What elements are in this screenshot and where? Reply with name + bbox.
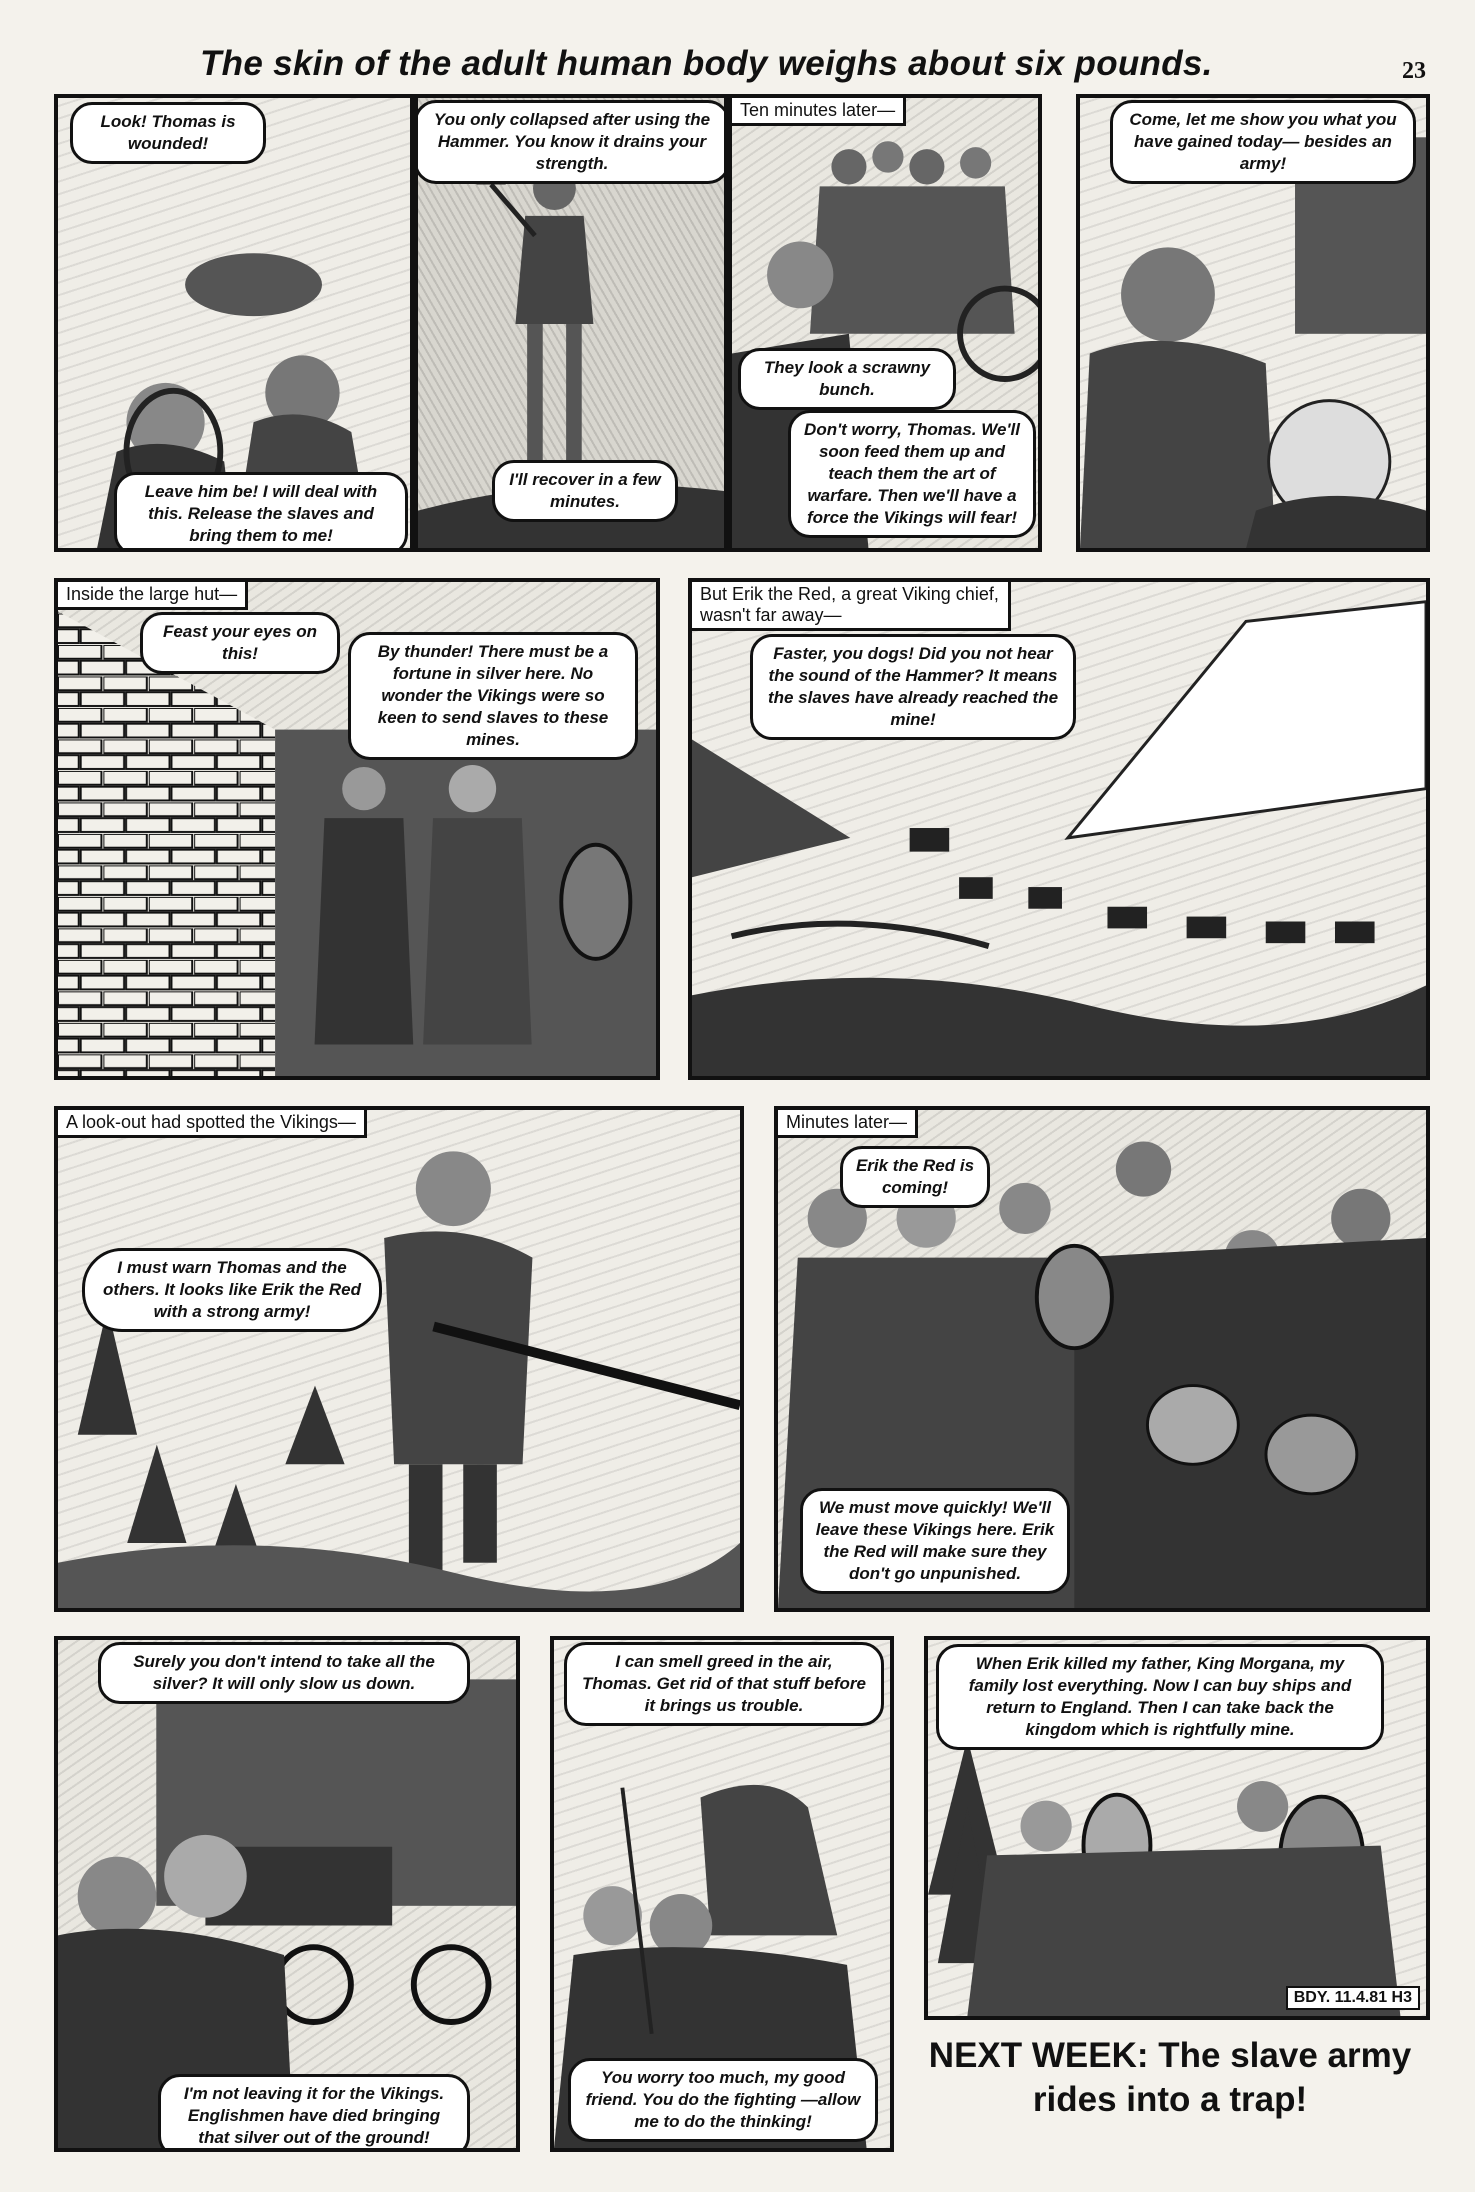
narration-caption: Minutes later— [778, 1110, 918, 1138]
speech-bubble: Faster, you dogs! Did you not hear the sound of the Hammer? It means the slaves have already reached the mine! [750, 634, 1076, 740]
speech-bubble: Surely you don't intend to take all the silver? It will only slow us down. [98, 1642, 470, 1704]
panel-10 [550, 1636, 894, 2152]
speech-bubble: Don't worry, Thomas. We'll soon feed them up and teach them the art of warfare. Then we'll have a force the Vikings will fear! [788, 410, 1036, 538]
next-week-text: The slave army rides into a trap! [1032, 2036, 1412, 2119]
thought-bubble: I must warn Thomas and the others. It looks like Erik the Red with a strong army! [82, 1248, 382, 1332]
panel-3 [728, 94, 1042, 552]
next-week-label: NEXT WEEK: [928, 2036, 1149, 2075]
production-code: BDY. 11.4.81 H3 [1286, 1986, 1420, 2010]
speech-bubble: You only collapsed after using the Hammer. You know it drains your strength. [414, 100, 728, 184]
panel-6 [688, 578, 1430, 1080]
speech-bubble: I can smell greed in the air, Thomas. Get rid of that stuff before it brings us trouble. [564, 1642, 884, 1726]
narration-caption: A look-out had spotted the Vikings— [58, 1110, 367, 1138]
page-number: 23 [1402, 58, 1426, 84]
panel-9 [54, 1636, 520, 2152]
panel-4 [1076, 94, 1430, 552]
narration-caption: Ten minutes later— [732, 98, 906, 126]
next-week-teaser [900, 2034, 1440, 2122]
speech-bubble: Look! Thomas is wounded! [70, 102, 266, 164]
page-header-fact: The skin of the adult human body weighs about six pounds. [200, 44, 1213, 83]
panel-9-art [58, 1640, 516, 2148]
speech-bubble: I'll recover in a few minutes. [492, 460, 678, 522]
narration-caption: But Erik the Red, a great Viking chief, wasn't far away— [692, 582, 1011, 631]
speech-bubble: Come, let me show you what you have gained today— besides an army! [1110, 100, 1416, 184]
speech-bubble: I'm not leaving it for the Vikings. Englishmen have died bringing that silver out of the ground! [158, 2074, 470, 2152]
panel-1 [54, 94, 414, 552]
speech-bubble: Feast your eyes on this! [140, 612, 340, 674]
panel-5 [54, 578, 660, 1080]
speech-bubble: We must move quickly! We'll leave these Vikings here. Erik the Red will make sure they don't go unpunished. [800, 1488, 1070, 1594]
narration-caption: Inside the large hut— [58, 582, 248, 610]
speech-bubble: You worry too much, my good friend. You do the fighting —allow me to do the thinking! [568, 2058, 878, 2142]
speech-bubble: By thunder! There must be a fortune in silver here. No wonder the Vikings were so keen to send slaves to these mines. [348, 632, 638, 760]
speech-bubble: They look a scrawny bunch. [738, 348, 956, 410]
speech-bubble: Erik the Red is coming! [840, 1146, 990, 1208]
panel-7-art [58, 1110, 740, 1608]
panel-8 [774, 1106, 1430, 1612]
speech-bubble: Leave him be! I will deal with this. Release the slaves and bring them to me! [114, 472, 408, 552]
panel-7 [54, 1106, 744, 1612]
panel-11 [924, 1636, 1430, 2020]
speech-bubble: When Erik killed my father, King Morgana, my family lost everything. Now I can buy ships and return to England. Then I can take back the kingdom which is rightfully mine. [936, 1644, 1384, 1750]
panel-2 [414, 94, 728, 552]
